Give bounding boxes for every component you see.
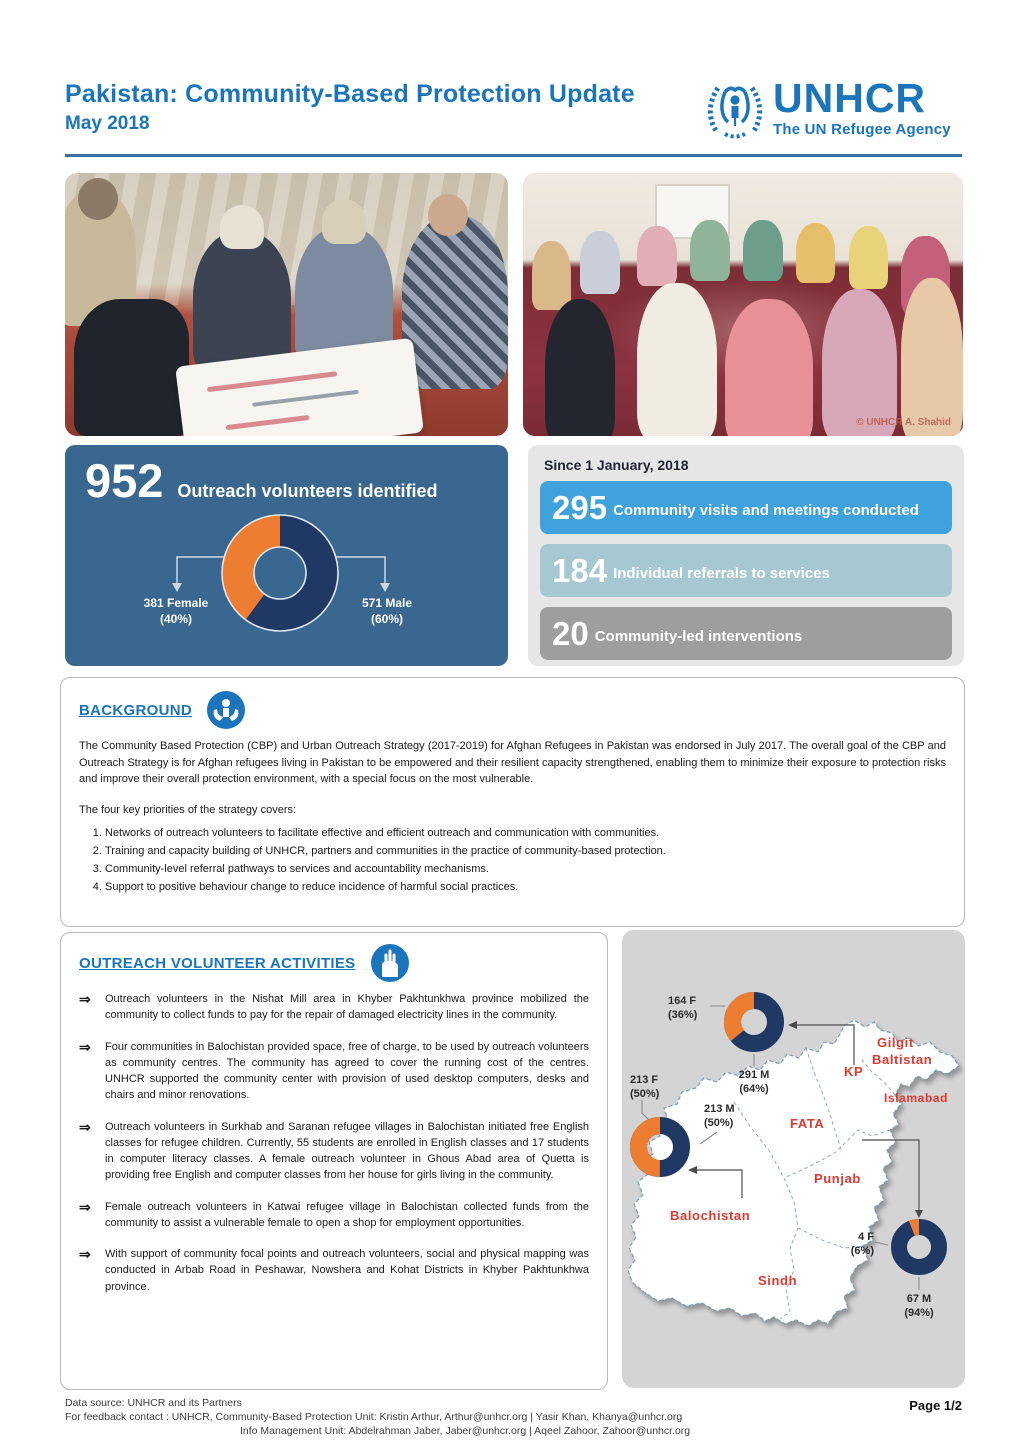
header-divider	[65, 154, 962, 157]
punjab-donut-chart	[899, 1227, 939, 1267]
strategy-priorities-list	[105, 824, 946, 897]
figure-foreground	[822, 289, 897, 436]
unhcr-logo	[703, 75, 963, 146]
region-label-sindh: Sindh	[758, 1273, 798, 1288]
activity-item: ⇒ Outreach volunteers in Surkhab and Saranan refugee villages in Balochistan initiated free English classes for refugee children. Currently, 55 students are enrolled in English classes and 17 students in computer literacy classes. A female outreach volunteer in Ghous Abad area of Quetta is providing free English and computer classes from her house for girls living in the community.	[79, 1119, 589, 1184]
photo-community-meeting	[523, 173, 963, 436]
arrow-bullet-icon: ⇒	[79, 1038, 91, 1055]
photo-community-mapping	[65, 173, 508, 436]
page-number: Page 1/2	[909, 1398, 962, 1413]
background-section	[60, 677, 965, 927]
raised-hands-icon	[370, 943, 410, 983]
volunteers-count: 952	[85, 454, 164, 507]
since-heading: Since 1 January, 2018	[544, 457, 689, 473]
background-heading: BACKGROUND	[79, 701, 192, 719]
unhcr-tagline: The UN Refugee Agency	[773, 121, 951, 138]
region-label-balochistan: Balochistan	[670, 1208, 751, 1223]
stat-value: 184	[552, 552, 608, 589]
since-stats-panel	[528, 445, 964, 666]
stat-label: Community-led interventions	[594, 628, 803, 645]
balochistan-female-label: 213 F (50%)	[630, 1074, 660, 1101]
background-paragraph: The Community Based Protection (CBP) and Urban Outreach Strategy (2017-2019) for Afghan Refugees in Pakistan was endorsed in July 2017. The overall goal of the CBP and Outreach Strategy is for Afghan refugees living in Pakistan to be empowered and their resilient capacity strengthened, enabling them to minimize their exposure to protection risks and improve their overall protection environment, with a special focus on the most vulnerable.	[79, 740, 946, 785]
arrow-bullet-icon: ⇒	[79, 1118, 91, 1135]
unhcr-emblem-icon	[703, 78, 767, 142]
kp-donut-chart	[733, 1001, 776, 1044]
figure-foreground	[725, 299, 813, 436]
stat-row-referrals	[540, 544, 952, 597]
list-item: 1. Networks of outreach volunteers to facilitate effective and efficient outreach and communication with communities.	[105, 824, 946, 842]
figure	[690, 220, 730, 280]
figure-foreground	[901, 278, 963, 436]
background-lead-in: The four key priorities of the strategy covers:	[79, 803, 297, 816]
figure	[796, 223, 836, 283]
stat-value: 295	[552, 489, 608, 526]
info-management-contact: Info Management Unit: Abdelrahman Jaber, Jaber@unhcr.org | Aqeel Zahoor, Zahoor@unhcr.org	[240, 1425, 691, 1438]
figure-foreground	[545, 299, 615, 436]
region-label-kp: KP	[844, 1064, 864, 1079]
figure	[74, 299, 189, 436]
unhcr-wordmark: UNHCR	[773, 75, 927, 121]
volunteers-stat-box	[65, 445, 508, 666]
page-title: Pakistan: Community-Based Protection Update	[65, 80, 635, 108]
region-label-gilgit: Gilgit	[877, 1035, 914, 1050]
region-label-baltistan: Baltistan	[872, 1052, 933, 1067]
figure-head	[428, 194, 468, 236]
figure	[849, 226, 889, 289]
activities-section	[60, 932, 608, 1390]
kp-female-label: 164 F (36%)	[668, 995, 698, 1022]
figure	[637, 226, 677, 286]
region-label-punjab: Punjab	[814, 1171, 861, 1186]
region-label-fata: FATA	[790, 1116, 825, 1131]
figure-cap	[322, 199, 366, 244]
volunteers-label: Outreach volunteers identified	[177, 481, 438, 501]
kp-male-label: 291 M (64%)	[738, 1069, 770, 1096]
region-label-islamabad: Islamabad	[884, 1091, 949, 1105]
arrow-bullet-icon: ⇒	[79, 1198, 91, 1215]
list-item: 3. Community-level referral pathways to services and accountability mechanisms.	[105, 860, 946, 878]
stat-value: 20	[552, 615, 589, 652]
figure-shawl	[402, 215, 508, 389]
arrow-bullet-icon: ⇒	[79, 1246, 91, 1263]
figure	[532, 241, 572, 309]
pakistan-map-panel	[622, 930, 965, 1388]
stat-label: Individual referrals to services	[613, 565, 830, 582]
activity-item: ⇒ Four communities in Balochistan provided space, free of charge, to be used by outreach volunteers as community centres. The community has agreed to cover the running cost of the centres. UNHCR supported the community center with provision of used desktop computers, desks and chairs and minor renovations.	[79, 1039, 589, 1104]
feedback-contact: For feedback contact : UNHCR, Community-Based Protection Unit: Kristin Arthur, Arthur@unhcr.org | Yasir Khan, Khanya@unhcr.org	[65, 1411, 683, 1424]
male-share-label: 571 Male (60%)	[361, 596, 413, 627]
activities-heading: OUTREACH VOLUNTEER ACTIVITIES	[79, 954, 356, 972]
stat-label: Community visits and meetings conducted	[613, 502, 919, 519]
stat-row-interventions	[540, 607, 952, 660]
list-item: 4. Support to positive behaviour change to reduce incidence of harmful social practices.	[105, 878, 946, 896]
punjab-female-label: 4 F (6%)	[850, 1231, 874, 1258]
balochistan-male-label: 213 M (50%)	[704, 1103, 735, 1130]
protection-hands-icon	[206, 690, 246, 730]
activity-item: ⇒ Outreach volunteers in the Nishat Mill area in Khyber Pakhtunkhwa province mobilized the community to collect funds to pay for the repair of damaged electricity lines in the community.	[79, 991, 589, 1024]
figure	[743, 220, 783, 280]
female-share-label: 381 Female (40%)	[143, 596, 209, 627]
figure-foreground	[637, 283, 716, 436]
arrow-bullet-icon: ⇒	[79, 991, 91, 1007]
photo-credit: © UNHCR A. Shahid	[856, 417, 951, 428]
page-subtitle: May 2018	[65, 113, 150, 134]
figure	[580, 231, 620, 294]
footer	[65, 1396, 962, 1439]
punjab-male-label: 67 M (94%)	[904, 1293, 934, 1320]
data-source: Data source: UNHCR and its Partners	[65, 1397, 242, 1409]
activity-item: ⇒ Female outreach volunteers in Katwai refugee village in Balochistan collected funds from the community to assist a vulnerable female to open a shop for employment opportunities.	[79, 1199, 589, 1232]
stat-row-community-visits	[540, 481, 952, 534]
figure-cap	[220, 205, 264, 250]
list-item: 2. Training and capacity building of UNHCR, partners and communities in the practice of community-based protection.	[105, 842, 946, 860]
activity-item: ⇒ With support of community focal points and outreach volunteers, social and physical mapping was conducted in Arbab Road in Peshawar, Nowshera and Kohat Districts in Khyber Pakhtunkhwa province.	[79, 1246, 589, 1295]
